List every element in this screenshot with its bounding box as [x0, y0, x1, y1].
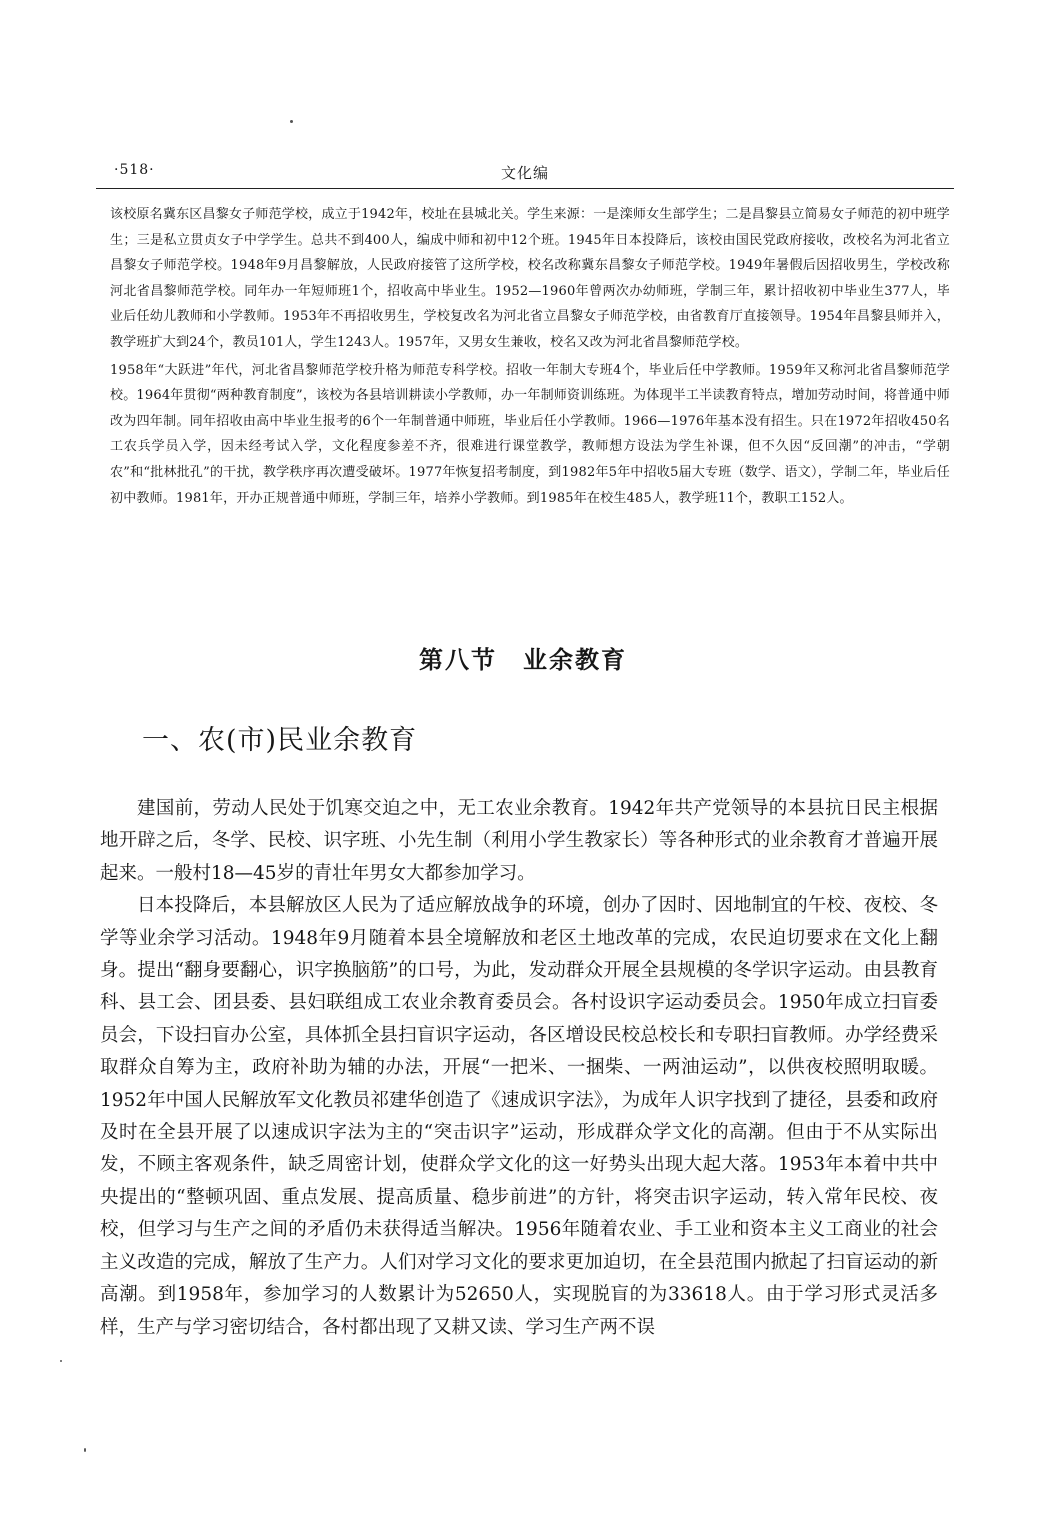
- body-text-block: [100, 793, 938, 1344]
- section-title: 第八节 业余教育: [419, 646, 627, 674]
- scan-speck: [290, 120, 293, 123]
- subsection-title: 一、农(市)民业余教育: [142, 725, 418, 756]
- body-paragraph: 日本投降后，本县解放区人民为了适应解放战争的环境，创办了因时、因地制宜的午校、夜校、冬学等业余学习活动。1948年9月随着本县全境解放和老区土地改革的完成，农民迫切要求在文化上翻身。提出“翻身要翻心，识字换脑筋”的口号，为此，发动群众开展全县规模的冬学识字运动。由县教育科、县工会、团县委、县妇联组成工农业余教育委员会。各村设识字运动委员会。1950年成立扫盲委员会，下设扫盲办公室，具体抓全县扫盲识字运动，各区增设民校总校长和专职扫盲教师。办学经费采取群众自筹为主，政府补助为辅的办法，开展“一把米、一捆柴、一两油运动”，以供夜校照明取暖。1952年中国人民解放军文化教员祁建华创造了《速成识字法》，为成年人识字找到了捷径，县委和政府及时在全县开展了以速成识字法为主的“突击识字”运动，形成群众学文化的高潮。但由于不从实际出发，不顾主客观条件，缺乏周密计划，使群众学文化的这一好势头出现大起大落。1953年本着中共中央提出的“整顿巩固、重点发展、提高质量、稳步前进”的方针，将突击识字运动，转入常年民校、夜校，但学习与生产之间的矛盾仍未获得适当解决。1956年随着农业、手工业和资本主义工商业的社会主义改造的完成，解放了生产力。人们对学习文化的要求更加迫切，在全县范围内掀起了扫盲运动的新高潮。到1958年，参加学习的人数累计为52650人，实现脱盲的为33618人。由于学习形式灵活多样，生产与学习密切结合，各村都出现了又耕又读、学习生产两不误: [100, 895, 938, 1338]
- intro-text-block: [110, 202, 950, 511]
- intro-paragraph: 1958年“大跃进”年代，河北省昌黎师范学校升格为师范专科学校。招收一年制大专班4个，毕业后任中学教师。1959年又称河北省昌黎师范学校。1964年贯彻“两种教育制度”，该校为各县培训耕读小学教师，办一年制师资训练班。为体现半工半读教育特点，增加劳动时间，将普通中师改为四年制。同年招收由高中毕业生报考的6个一年制普通中师班，毕业后任小学教师。1966—1976年基本没有招生。只在1972年招收450名工农兵学员入学，因未经考试入学，文化程度参差不齐，很难进行课堂教学，教师想方设法为学生补课，但不久因“反回潮”的冲击，“学朝农”和“批林批孔”的干扰，教学秩序再次遭受破坏。1977年恢复招考制度，到1982年5年中招收5届大专班（数学、语文），学制二年，毕业后任初中教师。1981年，开办正规普通中师班，学制三年，培养小学教师。到1985年在校生485人，教学班11个，教职工152人。: [110, 362, 950, 506]
- intro-paragraph: 该校原名冀东区昌黎女子师范学校，成立于1942年，校址在县城北关。学生来源：一是滦师女生部学生；二是昌黎县立简易女子师范的初中班学生；三是私立贯贞女子中学学生。总共不到400人，编成中师和初中12个班。1945年日本投降后，该校由国民党政府接收，改校名为河北省立昌黎女子师范学校。1948年9月昌黎解放，人民政府接管了这所学校，校名改称冀东昌黎女子师范学校。1949年暑假后因招收男生，学校改称河北省昌黎师范学校。同年办一年短师班1个，招收高中毕业生。1952—1960年曾两次办幼师班，学制三年，累计招收初中毕业生377人，毕业后任幼儿教师和小学教师。1953年不再招收男生，学校复改名为河北省立昌黎女子师范学校，由省教育厅直接领导。1954年昌黎县师并入，教学班扩大到24个，教员101人，学生1243人。1957年，又男女生兼收，校名又改为河北省昌黎师范学校。: [110, 207, 950, 350]
- page-number: ·518·: [114, 162, 155, 178]
- page-header: [96, 162, 954, 186]
- header-rule: [96, 188, 954, 189]
- running-title: 文化编: [500, 164, 549, 182]
- scan-speck: [84, 1448, 86, 1452]
- body-paragraph: 建国前，劳动人民处于饥寒交迫之中，无工农业余教育。1942年共产党领导的本县抗日民主根据地开辟之后，冬学、民校、识字班、小先生制（利用小学生教家长）等各种形式的业余教育才普遍开展起来。一般村18—45岁的青壮年男女大都参加学习。: [100, 798, 938, 884]
- scan-speck: [60, 1360, 62, 1362]
